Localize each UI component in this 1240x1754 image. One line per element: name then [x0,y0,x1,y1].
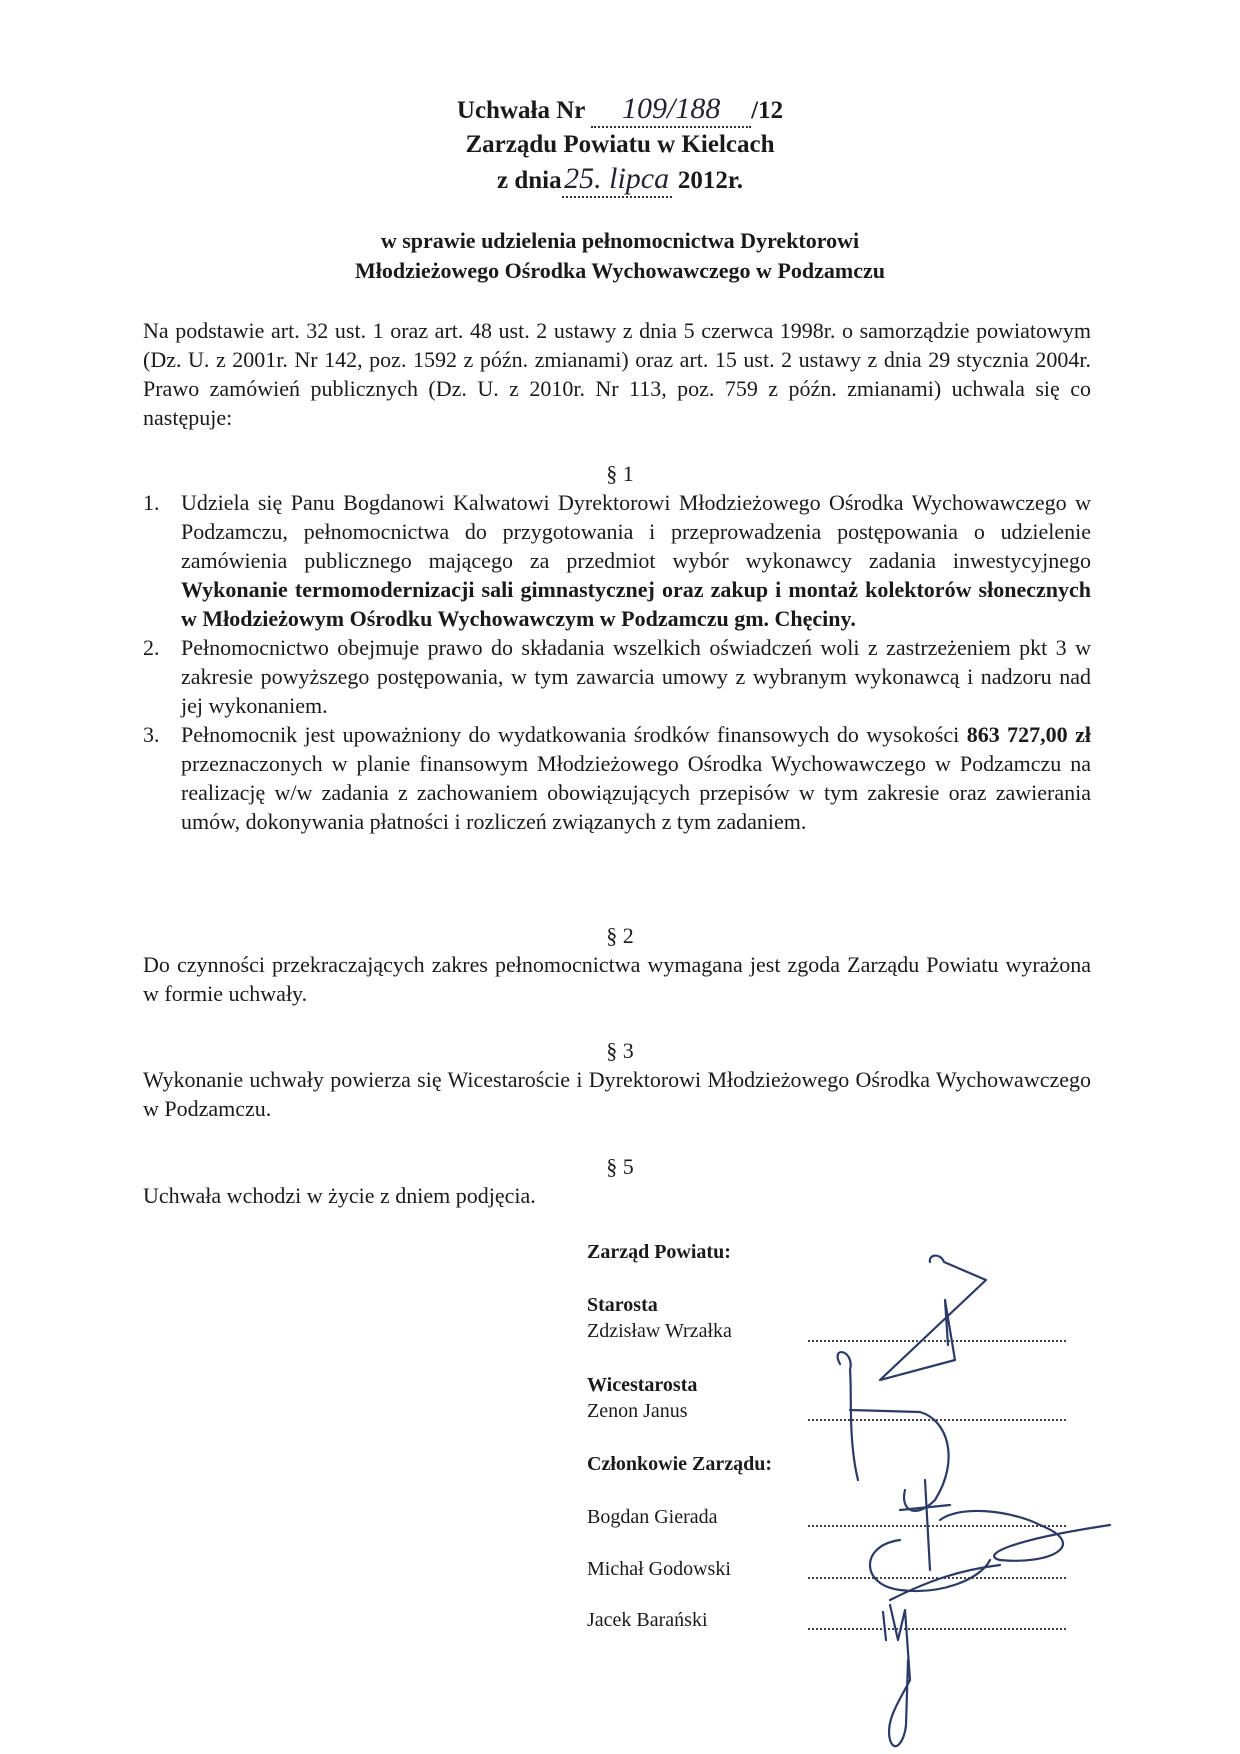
resolution-header [0,92,1240,198]
member-3-signature-line [808,1628,1066,1630]
starosta-block [587,1292,732,1344]
signature-wicestarosta [838,1352,949,1511]
list-item [143,488,1091,633]
board-title [587,1239,731,1265]
board-title-text: Zarząd Powiatu: [587,1241,731,1263]
resolution-date-line [0,162,1240,198]
date-year: 2012r. [671,167,743,194]
list-item-number: 2. [143,635,160,660]
member-1-name: Bogdan Gierada [587,1506,718,1528]
section-2-text: Do czynności przekraczających zakres pełnomocnictwa wymagana jest zgoda Zarządu Powiatu wyrażona w formie uchwały. [143,952,1091,1006]
amount: 863 727,00 zł [966,722,1091,747]
member-2-name: Michał Godowski [587,1558,731,1580]
wicestarosta-signature-line [808,1419,1066,1421]
list-item-number: 1. [143,490,160,515]
task-name: Wykonanie termomodernizacji sali gimnastycznej oraz zakup i montaż kolektorów słonecznych w Młodzieżowym Ośrodku Wychowawczym w Podzamczu gm. Chęciny. [181,577,1091,631]
member-1-signature-line [808,1525,1066,1527]
item-1-text: Udziela się Panu Bogdanowi Kalwatowi Dyrektorowi Młodzieżowego Ośrodka Wychowawczego w Podzamczu, pełnomocnictwa do przygotowania i przeprowadzenia postępowania o udzielenie zamówienia publicznego mającego za przedmiot wybór wykonawcy zadania inwestycyjnego [181,490,1091,573]
member-3-name: Jacek Barański [587,1609,708,1631]
resolution-year-suffix: /12 [751,97,784,124]
list-item-number: 3. [143,722,160,747]
resolution-number-line [0,92,1240,128]
section-1-heading: § 1 [606,461,634,486]
starosta-role: Starosta [587,1294,658,1316]
subject-line-1: w sprawie udzielenia pełnomocnictwa Dyrektorowi [380,228,860,253]
list-item [143,633,1091,720]
item-3-text-before: Pełnomocnik jest upoważniony do wydatkowania środków finansowych do wysokości [181,722,967,747]
legal-basis-paragraph: Na podstawie art. 32 ust. 1 oraz art. 48 ust. 2 ustawy z dnia 5 czerwca 1998r. o samorządzie powiatowym (Dz. U. z 2001r. Nr 142, poz. 1592 z późn. zmianami) oraz art. 15 ust. 2 ustawy z dnia 29 stycznia 2004r. Prawo zamówień publicznych (Dz. U. z 2010r. Nr 113, poz. 759 z późn. zmianami) uchwala się co następuje: [143,318,1091,430]
list-item [143,720,1091,836]
section-3-heading: § 3 [606,1038,634,1063]
subject-line-2: Młodzieżowego Ośrodka Wychowawczego w Podzamczu [355,258,885,283]
section-1-list [143,488,1091,836]
item-3-text-after: przeznaczonych w planie finansowym Młodzieżowego Ośrodka Wychowawczego w Podzamczu na realizację w/w zadania z zachowaniem obowiązujących przepisów w tym zakresie oraz zawierania umów, dokonywania płatności i rozliczeń związanych z tym zadaniem. [181,751,1091,834]
member-2-signature-line [808,1577,1066,1579]
issuing-body: Zarządu Powiatu w Kielcach [465,131,775,158]
wicestarosta-role: Wicestarosta [587,1374,698,1396]
list-item-text [181,720,1091,836]
wicestarosta-name: Zenon Janus [587,1400,688,1422]
list-item-text [181,488,1091,633]
wicestarosta-block [587,1372,697,1424]
handwritten-date: 25. lipca [562,162,672,198]
resolution-number-label: Uchwała Nr [456,97,585,124]
section-3-text: Wykonanie uchwały powierza się Wicestaroście i Dyrektorowi Młodzieżowego Ośrodka Wychowawczego w Podzamczu. [143,1067,1091,1121]
members-title-text: Członkowie Zarządu: [587,1453,772,1475]
resolution-subject [0,226,1240,286]
signature-member-3 [883,1605,910,1746]
list-item-text: Pełnomocnictwo obejmuje prawo do składania wszelkich oświadczeń woli z zastrzeżeniem pkt 3 w zakresie powyższego postępowania, w tym zawarcia umowy z wybranym wykonawcą i nadzoru nad jej wykonaniem. [181,635,1091,718]
section-5-heading: § 5 [606,1154,634,1179]
signature-starosta [880,1256,986,1380]
starosta-name: Zdzisław Wrzałka [587,1320,732,1342]
section-5-text: Uchwała wchodzi w życie z dniem podjęcia. [143,1183,536,1208]
handwritten-number: 109/188 [591,92,751,128]
signature-member-2 [870,1540,1000,1600]
section-2-heading: § 2 [606,923,634,948]
starosta-signature-line [808,1340,1066,1342]
date-label: z dnia [497,167,562,194]
members-title [587,1451,772,1477]
